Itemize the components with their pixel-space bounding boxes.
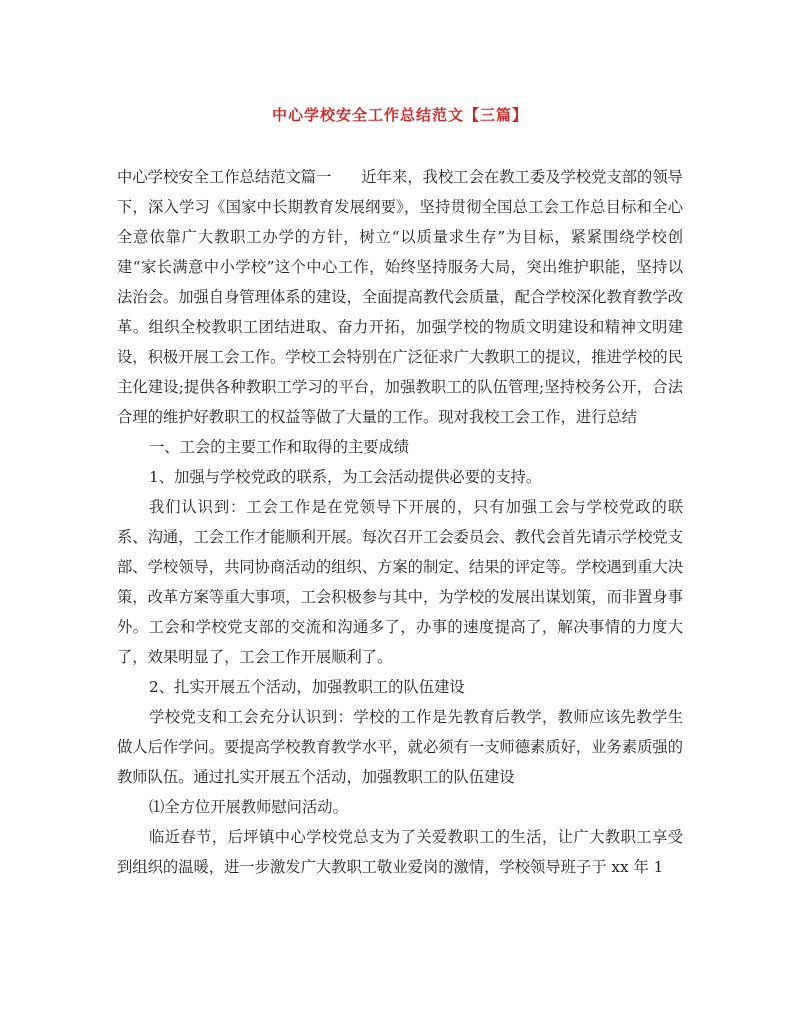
section-heading-1: 一、工会的主要工作和取得的主要成绩: [149, 438, 410, 456]
paragraph-3: 临近春节，后坪镇中心学校党总支为了关爱教职工的生活，让广大教职工享受到组织的温暖，进一步激发广大教职工敬业爱岗的激情，学校领导班子于 xx 年 1: [117, 828, 683, 876]
document-title: 中心学校安全工作总结范文【三篇】: [271, 106, 528, 124]
subheading-1: 1、加强与学校党政的联系，为工会活动提供必要的支持。: [149, 468, 542, 486]
lead-heading: 中心学校安全工作总结范文篇一: [117, 168, 332, 186]
paragraph-1: 我们认识到：工会工作是在党领导下开展的，只有加强工会与学校党政的联系、沟通，工会工作才能顺利开展。每次召开工会委员会、教代会首先请示学校党支部、学校领导，共同协商活动的组织、方案的制定、结果的评定等。学校遇到重大决策，改革方案等重大事项，工会积极参与其中，为学校的发展出谋划策，而非置身事外。工会和学校党支部的交流和沟通多了，办事的速度提高了，解决事情的力度大了，效果明显了，工会工作开展顺利了。: [117, 498, 683, 666]
paragraph-intro-text: 近年来，我校工会在教工委及学校党支部的领导下，深入学习《国家中长期教育发展纲要》，坚持贯彻全国总工会工作总目标和全心全意依靠广大教职工办学的方针，树立“以质量求生存”为目标，紧紧围绕学校创建“家长满意中小学校”这个中心工作，始终坚持服务大局，突出维护职能，坚持以法治会。加强自身管理体系的建设，全面提高教代会质量，配合学校深化教育教学改革。组织全校教职工团结进取、奋力开拓，加强学校的物质文明建设和精神文明建设，积极开展工会工作。学校工会特别在广泛征求广大教职工的提议，推进学校的民主化建设;提供各种教职工学习的平台，加强教职工的队伍管理;坚持校务公开，合法合理的维护好教职工的权益等做了大量的工作。现对我校工会工作，进行总结: [117, 168, 683, 426]
subheading-3: ⑴全方位开展教师慰问活动。: [149, 798, 348, 816]
paragraph-2: 学校党支和工会充分认识到：学校的工作是先教育后教学，教师应该先教学生做人后作学问。要提高学校教育教学水平，就必须有一支师德素质好，业务素质强的教师队伍。通过扎实开展五个活动，加强教职工的队伍建设: [117, 708, 683, 786]
paragraph-intro: [117, 162, 683, 432]
document-body: [117, 162, 683, 882]
subheading-2: 2、扎实开展五个活动，加强教职工的队伍建设: [149, 678, 465, 696]
